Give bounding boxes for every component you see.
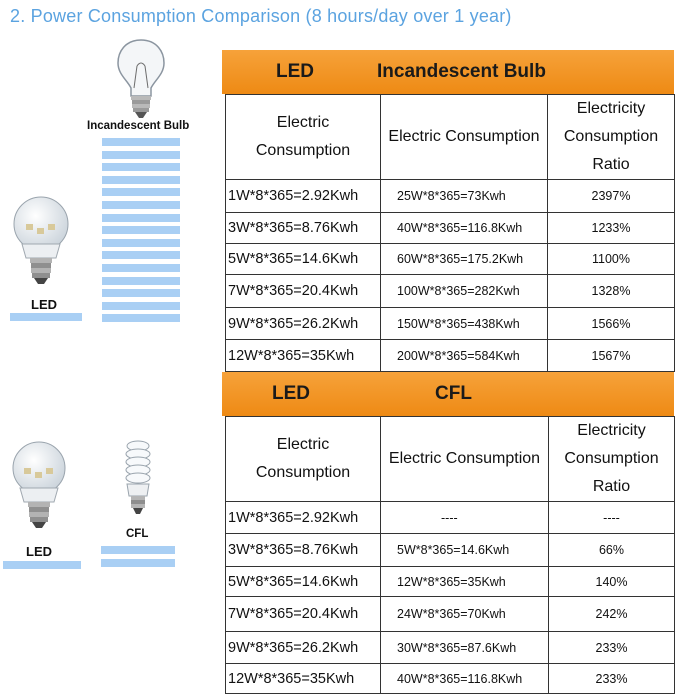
table-row [226,180,675,213]
table1-cell: 3W*8*365=8.76Kwh [226,213,381,244]
table2-cell: 233% [549,632,675,664]
table-row [226,502,675,534]
led-bulb-icon [10,192,72,292]
table2-cell: ---- [549,502,675,534]
table1-header-ratio: Electricity Consumption Ratio [548,95,675,180]
led-consumption-stripes-bottom [3,561,81,574]
incandescent-bulb-icon [113,36,169,122]
led-label-bottom: LED [26,544,52,559]
table2-cell: 12W*8*365=35Kwh [226,664,381,694]
table2-cell: 30W*8*365=87.6Kwh [381,632,549,664]
table1-cell: 1233% [548,213,675,244]
table2-cell: 24W*8*365=70Kwh [381,597,549,632]
table-row [226,308,675,340]
table-row [226,664,675,694]
table2-banner-led: LED [272,383,310,404]
table2-cell: 1W*8*365=2.92Kwh [226,502,381,534]
table-row [226,340,675,372]
table-row [226,534,675,567]
table2-cell: 12W*8*365=35Kwh [381,567,549,597]
table2-cell: 3W*8*365=8.76Kwh [226,534,381,567]
page-title: 2. Power Consumption Comparison (8 hours/day over 1 year) [10,6,512,26]
table-row [226,632,675,664]
cfl-label: CFL [126,528,149,540]
table1-cell: 25W*8*365=73Kwh [381,180,548,213]
table2-cell: 7W*8*365=20.4Kwh [226,597,381,632]
table2-header-ratio: Electricity Consumption Ratio [549,417,675,502]
incandescent-label: Incandescent Bulb [87,120,190,132]
table-row [226,275,675,308]
table1-comparison [225,94,675,372]
table1-banner-led: LED [276,61,314,82]
table1-header-led: Electric Consumption [226,95,381,180]
cfl-consumption-stripes [101,546,175,571]
table1-cell: 200W*8*365=584Kwh [381,340,548,372]
table2-cell: ---- [381,502,549,534]
table2-header-other: Electric Consumption [381,417,549,502]
table1-cell: 40W*8*365=116.8Kwh [381,213,548,244]
table2-cell: 9W*8*365=26.2Kwh [226,632,381,664]
table1-cell: 150W*8*365=438Kwh [381,308,548,340]
table2-cell: 233% [549,664,675,694]
table2-cell: 5W*8*365=14.6Kwh [226,567,381,597]
table-row [226,213,675,244]
table1-cell: 7W*8*365=20.4Kwh [226,275,381,308]
table1-cell: 1100% [548,244,675,275]
table-row [226,597,675,632]
led-label-top: LED [31,297,57,312]
incandescent-consumption-stripes [102,138,180,327]
table2-cell: 242% [549,597,675,632]
table2-header-led: Electric Consumption [226,417,381,502]
table2-banner [222,372,674,416]
table1-cell: 5W*8*365=14.6Kwh [226,244,381,275]
table-row [226,567,675,597]
led-consumption-stripes-top [10,313,82,326]
table1-cell: 9W*8*365=26.2Kwh [226,308,381,340]
table1-cell: 1W*8*365=2.92Kwh [226,180,381,213]
table1-cell: 1328% [548,275,675,308]
table1-cell: 1567% [548,340,675,372]
table2-cell: 40W*8*365=116.8Kwh [381,664,549,694]
cfl-spiral-bulb-icon [118,438,158,528]
table1-cell: 12W*8*365=35Kwh [226,340,381,372]
table2-cell: 66% [549,534,675,567]
table1-banner-incandescent: Incandescent Bulb [377,61,546,82]
table2-banner-cfl: CFL [435,383,472,404]
led-bulb-icon [8,438,70,538]
table1-banner [222,50,674,94]
table2-cell: 140% [549,567,675,597]
table-row [226,244,675,275]
table1-cell: 60W*8*365=175.2Kwh [381,244,548,275]
table2-cell: 5W*8*365=14.6Kwh [381,534,549,567]
table1-cell: 2397% [548,180,675,213]
table2-comparison [225,416,675,694]
table1-header-other: Electric Consumption [381,95,548,180]
table1-cell: 1566% [548,308,675,340]
table1-cell: 100W*8*365=282Kwh [381,275,548,308]
